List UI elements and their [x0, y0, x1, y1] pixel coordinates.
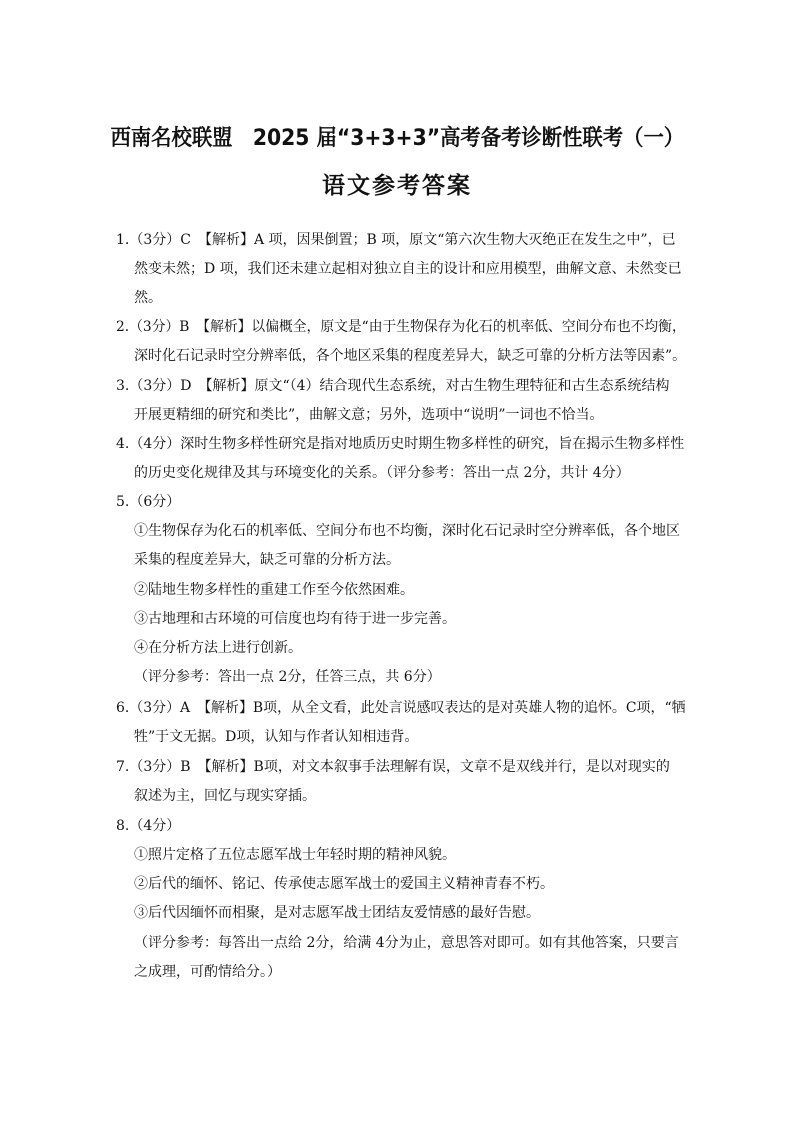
page-subtitle: 语文参考答案 [322, 173, 472, 199]
q6-line-2: 牲”于文无据。D项，认知与作者认知相违背。 [134, 729, 419, 745]
q7-line-1: 7.（3分）B 【解析】B项，对文本叙事手法理解有误，文章不是双线并行，是以对现实的 [116, 759, 670, 775]
q8-point-2: ②后代的缅怀、铭记、传承使志愿军战士的爱国主义精神青春不朽。 [134, 876, 554, 892]
q5-point-1b: 采集的程度差异大，缺乏可靠的分析方法。 [134, 552, 400, 568]
q3-line-2: 开展更精细的研究和类比”，曲解文意；另外，选项中“说明”一词也不恰当。 [134, 407, 604, 423]
q5-point-1a: ①生物保存为化石的机率低、空间分布也不均衡，深时化石记录时空分辨率低，各个地区 [134, 523, 680, 539]
q8-point-1: ①照片定格了五位志愿军战士年轻时期的精神风貌。 [134, 847, 456, 863]
q1-line-2: 然变未然；D 项，我们还未建立起相对独立自主的设计和应用模型，曲解文意、未然变已 [134, 261, 682, 277]
q1-line-1: 1.（3分）C 【解析】A 项，因果倒置；B 项，原文“第六次生物大灭绝正在发生之中”，已 [116, 232, 676, 248]
q8-header: 8.（4分） [116, 818, 181, 834]
page-title: 西南名校联盟 2025 届“3+3+3”高考备考诊断性联考（一） [110, 126, 684, 151]
q5-header: 5.（6分） [116, 494, 181, 510]
q4-line-2: 的历史变化规律及其与环境变化的关系。（评分参考：答出一点 2分，共计 4分） [134, 465, 630, 481]
q8-point-3: ③后代因缅怀而相聚，是对志愿军战士团结友爱情感的最好告慰。 [134, 905, 540, 921]
q8-score-note-b: 之成理，可酌情给分。） [134, 964, 281, 980]
q7-line-2: 叙述为主，回忆与现实穿插。 [134, 788, 316, 804]
q3-line-1: 3.（3分）D 【解析】原文“（4）结合现代生态系统，对古生物生理特征和古生态系统结构 [116, 378, 670, 394]
q4-line-1: 4.（4分）深时生物多样性研究是指对地质历史时期生物多样性的研究，旨在揭示生物多样性 [116, 436, 685, 452]
q1-line-3: 然。 [134, 290, 162, 306]
q5-point-3: ③古地理和古环境的可信度也均有待于进一步完善。 [134, 611, 456, 627]
q2-line-1: 2.（3分）B 【解析】以偏概全，原文是“由于生物保存为化石的机率低、空间分布也不均衡， [116, 319, 686, 335]
q2-line-2: 深时化石记录时空分辨率低，各个地区采集的程度差异大，缺乏可靠的分析方法等因素”。 [134, 348, 687, 364]
q5-score-note: （评分参考：答出一点 2分，任答三点，共 6分） [134, 669, 441, 685]
q8-score-note-a: （评分参考：每答出一点给 2分，给满 4分为止，意思答对即可。如有其他答案，只要言 [134, 935, 679, 951]
q5-point-2: ②陆地生物多样性的重建工作至今依然困难。 [134, 582, 414, 598]
q5-point-4: ④在分析方法上进行创新。 [134, 640, 302, 656]
q6-line-1: 6.（3分）A 【解析】B项，从全文看，此处言说感叹表达的是对英雄人物的追怀。C项，“牺 [116, 700, 686, 716]
